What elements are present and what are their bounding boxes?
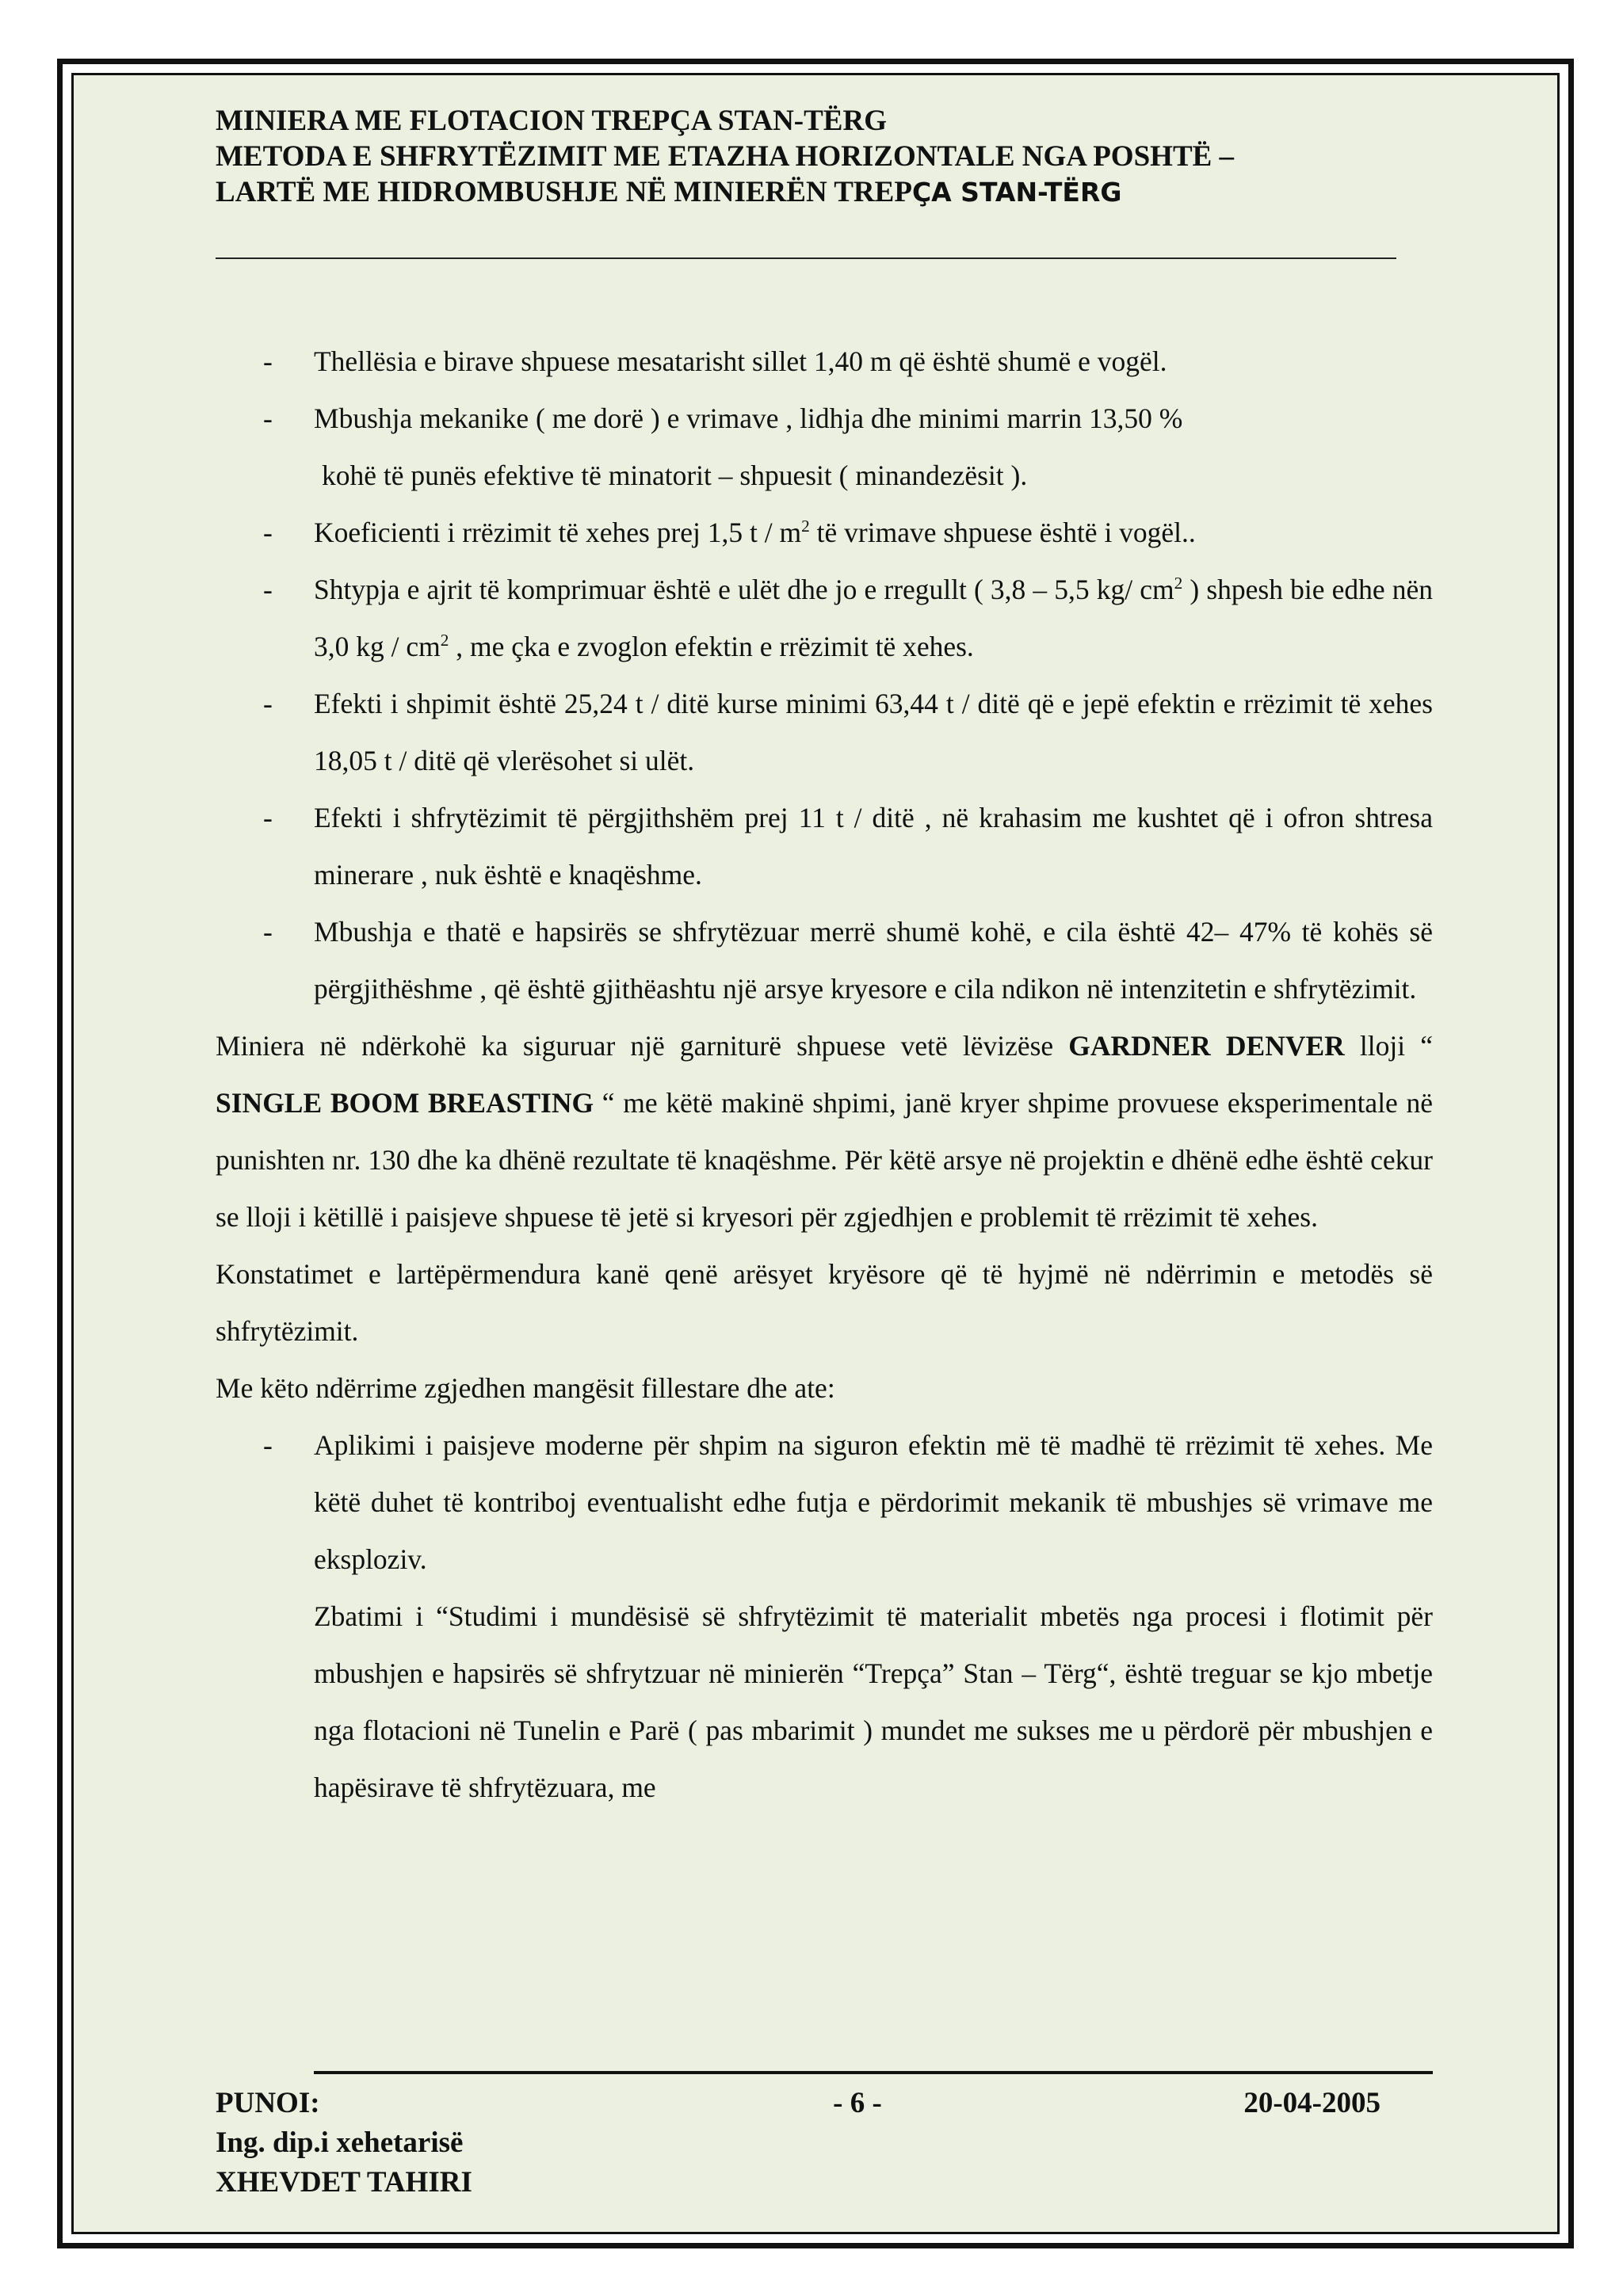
bullet-dash: - xyxy=(263,688,273,719)
list-item xyxy=(216,561,1433,675)
list-item xyxy=(216,903,1433,1017)
list-item-text: Thellësia e birave shpuese mesatarisht sillet 1,40 m që është shumë e vogël. xyxy=(314,345,1167,377)
bold-term: GARDNER DENVER xyxy=(1068,1030,1345,1062)
list-item xyxy=(216,333,1433,390)
author-label: PUNOI: xyxy=(216,2087,320,2119)
bold-term: SINGLE BOOM BREASTING xyxy=(216,1087,594,1119)
list-item-continuation: kohë të punës efektive të minatorit – shpuesit ( minandezësit ). xyxy=(322,460,1028,491)
header-line-3-main: LARTË ME HIDROMBUSHJE NË MINIERËN TREP xyxy=(216,176,912,208)
bullet-dash: - xyxy=(263,574,273,605)
document-date: 20-04-2005 xyxy=(1243,2087,1381,2119)
list-item-text: Aplikimi i paisjeve moderne për shpim na siguron efektin më të madhë të rrëzimit të xehes. Me këtë duhet të kontriboj eventualisht edhe futja e përdorimit mekanik të mbushjes së vrimave me eksploziv. xyxy=(314,1429,1433,1575)
bullet-dash: - xyxy=(263,517,273,548)
paragraph-text: Miniera në ndërkohë ka siguruar një garniturë shpuese vetë lëvizëse xyxy=(216,1030,1069,1062)
list-item-text: ) shpesh bie edhe nën 3,0 kg / cm xyxy=(314,574,1433,662)
list-item-text: Mbushja e thatë e hapsirës se shfrytëzuar merrë shumë kohë, e cila është 42– 47% të kohës së përgjithëshme , që është gjithëashtu një arsye kryesore e cila ndikon në intenzitetin e shfrytëzimit. xyxy=(314,916,1433,1005)
list-item-text: Mbushja mekanike ( me dorë ) e vrimave , lidhja dhe minimi marrin 13,50 % xyxy=(314,402,1183,434)
header-divider xyxy=(216,257,1396,259)
list-item-text: Koeficienti i rrëzimit të xehes prej 1,5 t / m xyxy=(314,517,802,548)
list-item xyxy=(216,789,1433,903)
header-line-3 xyxy=(216,174,1404,210)
list-item xyxy=(216,504,1433,561)
author-name: XHEVDET TAHIRI xyxy=(216,2166,472,2199)
paragraph: Konstatimet e lartëpërmendura kanë qenë arësyet kryësore që të hyjmë në ndërrimin e metodës së shfrytëzimit. xyxy=(216,1258,1433,1347)
superscript: 2 xyxy=(440,631,449,650)
header-line-1: MINIERA ME FLOTACION TREPÇA STAN-TËRG xyxy=(216,105,887,137)
bullet-dash: - xyxy=(263,916,273,948)
author-title: Ing. dip.i xehetarisë xyxy=(216,2126,464,2159)
list-item-text: , me çka e zvoglon efektin e rrëzimit të xehes. xyxy=(449,631,974,662)
paragraph xyxy=(216,1017,1433,1245)
list-item-text: Efekti i shfrytëzimit të përgjithshëm prej 11 t / ditë , në krahasim me kushtet që i ofron shtresa minerare , nuk është e knaqëshme. xyxy=(314,802,1433,891)
document-header xyxy=(216,103,1404,210)
list-item-text: Shtypja e ajrit të komprimuar është e ulët dhe jo e rregullt ( 3,8 – 5,5 kg/ cm xyxy=(314,574,1174,605)
list-item xyxy=(216,1417,1433,1588)
bullet-dash: - xyxy=(263,1429,273,1461)
superscript: 2 xyxy=(801,517,810,536)
bullet-dash: - xyxy=(263,402,273,434)
footer-divider xyxy=(314,2071,1433,2074)
list-item xyxy=(216,390,1433,504)
document-body xyxy=(216,333,1433,1816)
bullet-dash: - xyxy=(263,345,273,377)
list-item-text: të vrimave shpuese është i vogël.. xyxy=(809,517,1196,548)
header-line-3-brand: ÇA STAN-TËRG xyxy=(911,177,1122,208)
paragraph-text: “ me këtë makinë shpimi, janë kryer shpime provuese eksperimentale në punishten nr. 130 dhe ka dhënë rezultate të knaqëshme. Për këtë arsye në projektin e dhënë edhe është cekur se lloji i këtillë i paisjeve shpuese të jetë si kryesori për zgjedhjen e problemit të rrëzimit të xehes. xyxy=(216,1087,1434,1233)
superscript: 2 xyxy=(1174,574,1183,593)
indented-paragraph: Zbatimi i “Studimi i mundësisë së shfrytëzimit të materialit mbetës nga procesi i flotimit për mbushjen e hapsirës së shfrytzuar në minierën “Trepça” Stan – Tërg“, është treguar se kjo mbetje nga flotacioni në Tunelin e Parë ( pas mbarimit ) mundet me sukses me u përdorë për mbushjen e hapësirave të shfrytëzuara, me xyxy=(314,1600,1433,1803)
paragraph: Me këto ndërrime zgjedhen mangësit fillestare dhe ate: xyxy=(216,1372,835,1404)
header-line-2: METODA E SHFRYTËZIMIT ME ETAZHA HORIZONTALE NGA POSHTË – xyxy=(216,140,1235,173)
list-item xyxy=(216,675,1433,789)
paragraph-text: lloji “ xyxy=(1344,1030,1433,1062)
page-number: - 6 - xyxy=(833,2087,882,2119)
author-block xyxy=(216,2084,691,2203)
list-item-text: Efekti i shpimit është 25,24 t / ditë kurse minimi 63,44 t / ditë që e jepë efektin e rrëzimit të xehes 18,05 t / ditë që vlerësohet si ulët. xyxy=(314,688,1433,776)
bullet-dash: - xyxy=(263,802,273,833)
